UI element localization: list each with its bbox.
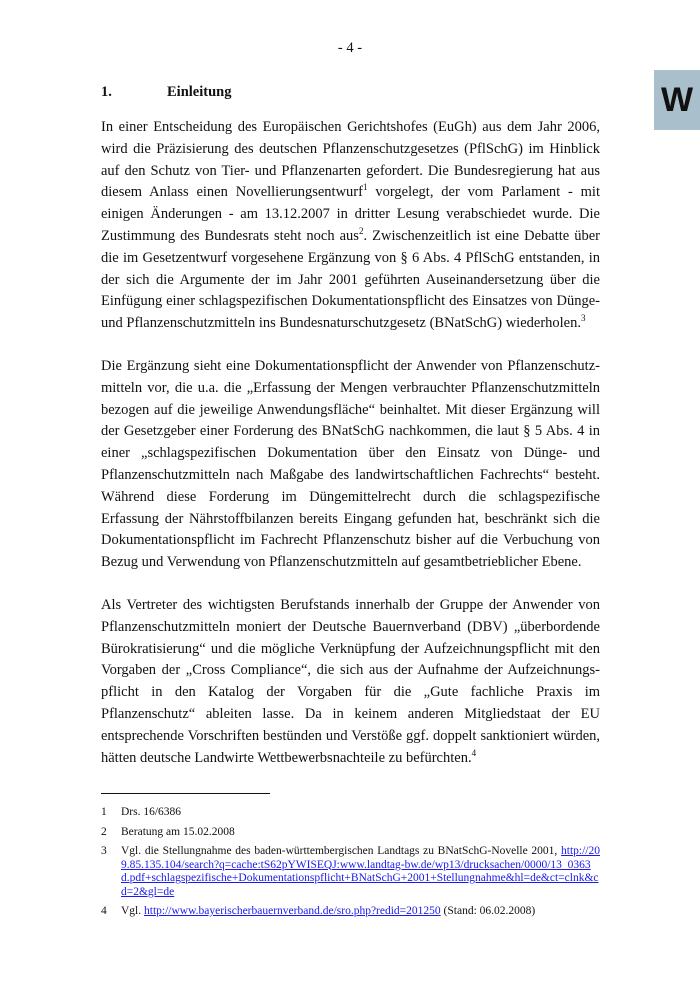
paragraph: [101, 595, 600, 769]
footnote: [101, 806, 600, 820]
paragraph-text: . Zwischenzeitlich ist eine Debatte über die im Gesetzentwurf vorgesehene Ergänzung von § 6 Abs. 4 PflSchG entstanden, in der sich die Argumente der im Jahr 2001 geführten Auseinandersetzung über die Einfügung einer schlagspezifischen Dokumentationspflicht des Einsatzes von Dünge- und Pflanzenschutzmitteln ins Bundesnaturschutzgesetz (BNatSchG) wiederholen.: [101, 227, 600, 332]
footnote-ref[interactable]: 4: [471, 747, 477, 758]
paragraph-text: In einer Entscheidung des Europäischen Gerichtshofes (EuGh) aus dem Jahr 2006, wird die Präzisierung des deutschen Pflanzenschutzgesetzes (PflSchG) im Hinblick auf den Schutz von Tier- und Pflanzenarten gefordert. Die Bundesregierung hat aus diesem Anlass einen Novellierungsentwurf: [101, 119, 600, 201]
footnote: [101, 826, 600, 840]
footnote-divider: [101, 793, 270, 794]
logo-letter: W: [660, 80, 691, 119]
footnote-number: 3: [101, 845, 107, 857]
footnote-link[interactable]: http://209.85.135.104/search?q=cache:tS62pYWISEQJ:www.landtag-bw.de/wp13/drucksachen/0000/13_0363 d.pdf+schlagspezifische+Dokumentationspflicht+BNatSchG+2001+Stellungnahme&hl=de&ct=clnk&cd=2&gl=de: [121, 845, 600, 898]
footnote-ref[interactable]: 2: [358, 226, 364, 237]
footnote-ref[interactable]: 3: [581, 313, 586, 324]
paragraph-text: Als Vertreter des wichtigsten Berufstands innerhalb der Gruppe der Anwender von Pflanzenschutzmitteln moniert der Deutsche Bauernverband (DBV) „überbordende Bürokratisierung“ und die mögliche Verknüpfung der Aufzeichnungspflicht mit den Vorgaben der „Cross Compliance“, die sich aus der Aufnahme der Aufzeichnungspflicht in den Katalog der Vorgaben für die „Gute fachliche Praxis im Pflanzenschutz“ ableiten lasse. Da in keinem anderen Mitgliedstaat der EU entsprechende Vorschriften bestünden und Verstöße ggf. doppelt sanktioniert würden, hätten deutsche Landwirte Wettbewerbsnachteile zu befürchten.: [101, 596, 600, 766]
paragraph: Die Ergänzung sieht eine Dokumentationspflicht der Anwender von Pflanzenschutzmitteln vor, die u.a. die „Erfassung der Mengen verbrauchter Pflanzenschutzmitteln bezogen auf die jeweilige Anwendungsfläche“ beinhaltet. Mit dieser Ergänzung will der Gesetzgeber einer Forderung des BNatSchG nachkommen, die laut § 5 Abs. 4 in einer „schlagspezifischen Dokumentation über den Einsatz von Dünge- und Pflanzenschutzmitteln nach Maßgabe des landwirtschaftlichen Fachrechts“ besteht. Während diese Forderung im Düngemittelrecht durch die schlagspezifische Erfassung der Nährstoffbilanzen bereits Eingang gefunden hat, beschränkt sich die Dokumentationspflicht im Fachrecht Pflanzenschutz bisher auf die Verbuchung von Bezug und Verwendung von Pflanzenschutzmitteln auf gesamtbetrieblicher Ebene.: [101, 357, 600, 571]
footnote: [101, 845, 600, 899]
footnote-text: Vgl. die Stellungnahme des baden-württembergischen Landtags zu BNatSchG-Novelle 2001,: [121, 845, 562, 857]
footnote-number: 1: [101, 806, 107, 818]
footnote-number: 2: [101, 825, 107, 838]
page-number: - 4 -: [337, 40, 363, 56]
footnote-text: Beratung am 15.02.2008: [121, 825, 235, 838]
footnote-text: Drs. 16/6386: [121, 806, 182, 818]
section-title: Einleitung: [167, 84, 232, 100]
body-text: [101, 117, 600, 790]
footnote-link[interactable]: http://www.bayerischerbauernverband.de/sro.php?redid=201250: [144, 905, 441, 917]
footnote-suffix: (Stand: 06.02.2008): [440, 905, 536, 917]
footnote-text: Vgl.: [121, 905, 144, 917]
paragraph: [101, 117, 600, 335]
section-number: 1.: [101, 84, 112, 100]
footnote: [101, 905, 600, 919]
footnote-content: [121, 905, 600, 919]
w-logo-icon: [654, 70, 700, 130]
section-heading: [101, 84, 231, 101]
paragraph-text: vorgelegt, der vom Parlament - mit einigen Änderungen - am 13.12.2007 in dritter Lesung verabschiedet wurde. Die Zustimmung des Bundesrats steht noch aus: [101, 184, 600, 244]
footnotes: [101, 806, 600, 925]
footnote-ref[interactable]: 1: [362, 182, 368, 193]
footnote-number: 4: [101, 905, 107, 917]
footnote-content: [121, 845, 600, 899]
